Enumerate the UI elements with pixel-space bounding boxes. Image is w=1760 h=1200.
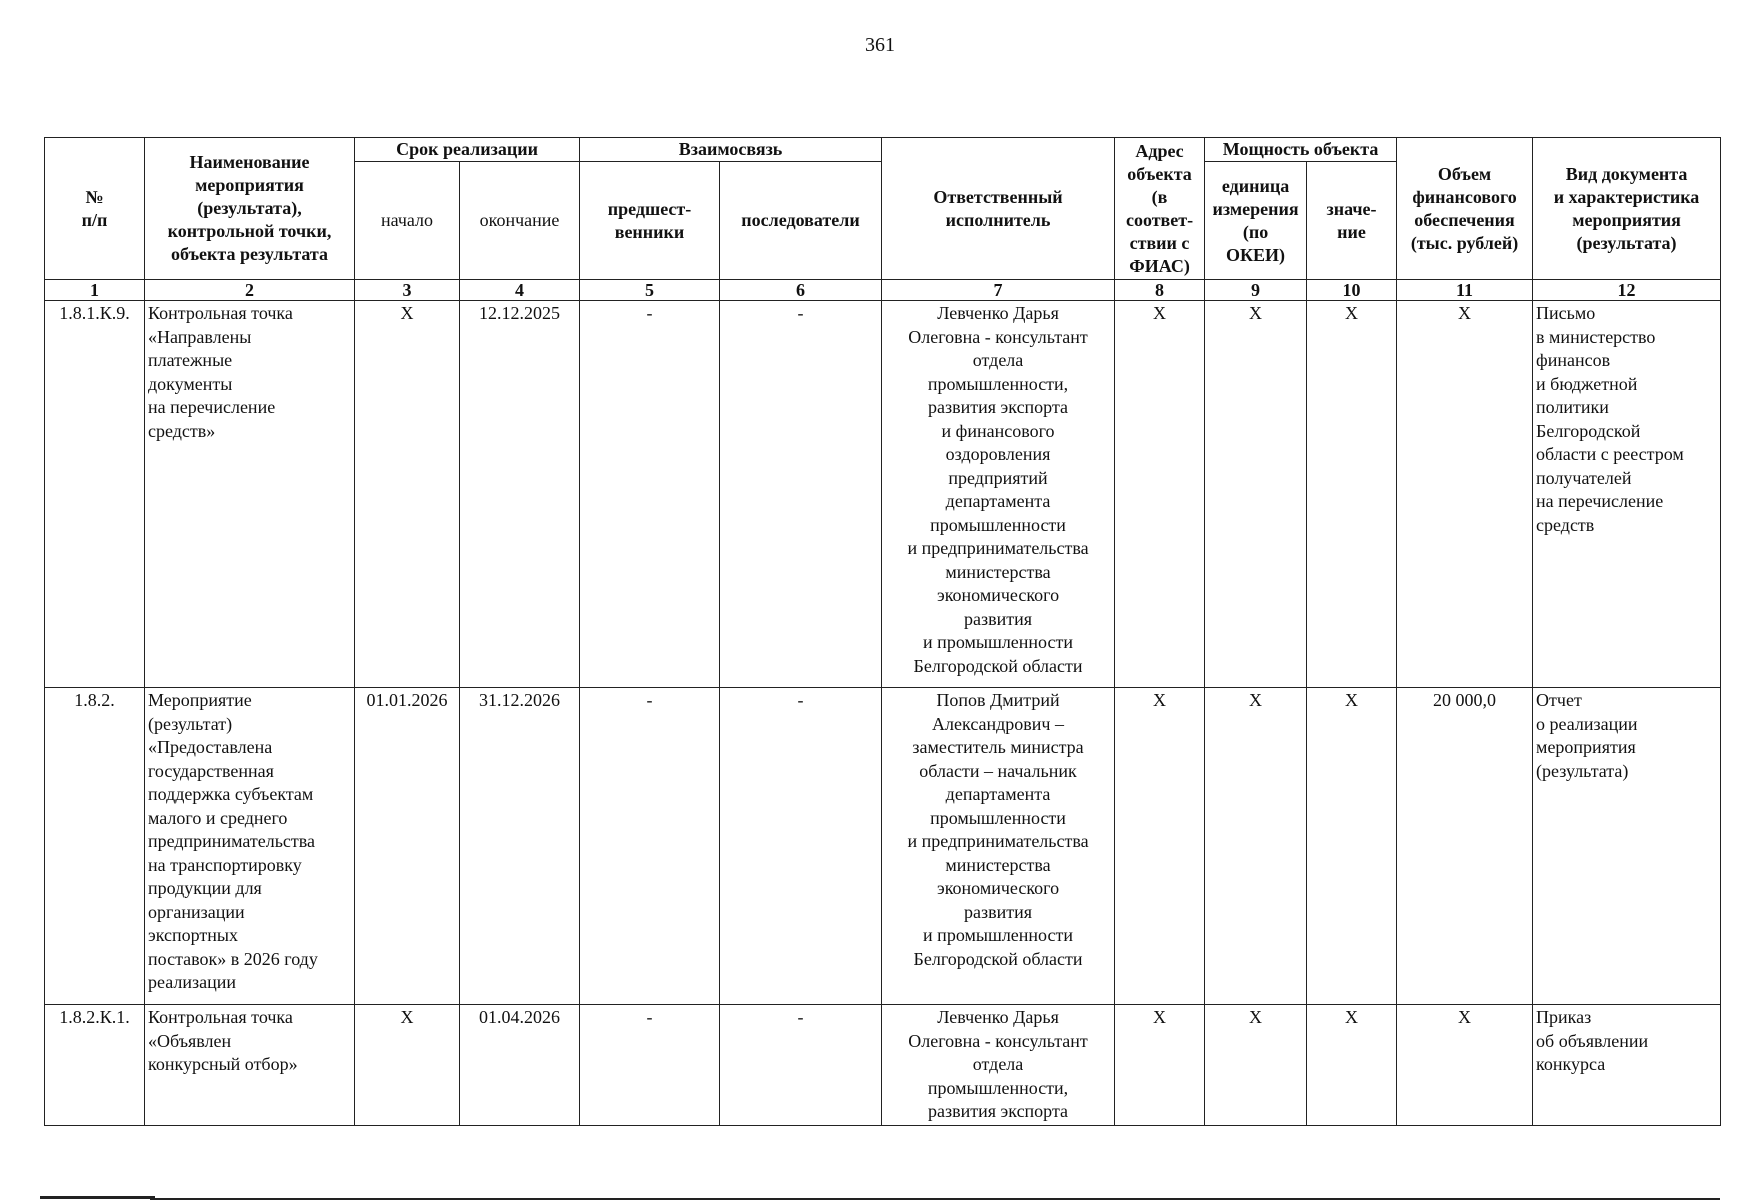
table-row — [45, 1005, 1721, 1126]
row-start: X — [355, 301, 460, 688]
row-predecessors: - — [580, 1005, 720, 1126]
row-unit: X — [1205, 301, 1307, 688]
row-funding: X — [1397, 301, 1533, 688]
column-number: 4 — [460, 280, 580, 301]
row-funding: X — [1397, 1005, 1533, 1126]
column-number: 2 — [145, 280, 355, 301]
row-successors: - — [720, 1005, 882, 1126]
page-number: 361 — [865, 34, 895, 56]
row-document: Письмо в министерство финансов и бюджетной политики Белгородской области с реестром получателей на перечисление средств — [1533, 301, 1721, 688]
row-value: X — [1307, 301, 1397, 688]
row-start: 01.01.2026 — [355, 688, 460, 1005]
header-col-predecessors: предшест- венники — [580, 162, 720, 280]
row-value: X — [1307, 688, 1397, 1005]
row-address: X — [1115, 1005, 1205, 1126]
row-address: X — [1115, 301, 1205, 688]
header-col-successors: последователи — [720, 162, 882, 280]
row-number: 1.8.2.К.1. — [45, 1005, 145, 1126]
header-col-unit: единица измерения (по ОКЕИ) — [1205, 162, 1307, 280]
row-document: Отчет о реализации мероприятия (результата) — [1533, 688, 1721, 1005]
header-col-number: № п/п — [45, 138, 145, 280]
row-address: X — [1115, 688, 1205, 1005]
row-name: Контрольная точка «Объявлен конкурсный отбор» — [145, 1005, 355, 1126]
footer-divider-short — [40, 1196, 155, 1199]
header-col-value: значе- ние — [1307, 162, 1397, 280]
row-number: 1.8.1.К.9. — [45, 301, 145, 688]
row-end: 31.12.2026 — [460, 688, 580, 1005]
column-number-row — [45, 280, 1721, 301]
header-row-top — [45, 138, 1721, 162]
row-responsible: Левченко Дарья Олеговна - консультант отдела промышленности, развития экспорта и финансового оздоровления предприятий департамента промышленности и предпринимательства министерства экономического развития и промышленности Белгородской области — [882, 301, 1115, 688]
column-number: 8 — [1115, 280, 1205, 301]
header-col-responsible: Ответственный исполнитель — [882, 138, 1115, 280]
column-number: 5 — [580, 280, 720, 301]
header-group-term: Срок реализации — [355, 138, 580, 162]
column-number: 11 — [1397, 280, 1533, 301]
row-number: 1.8.2. — [45, 688, 145, 1005]
column-number: 12 — [1533, 280, 1721, 301]
header-col-document: Вид документа и характеристика мероприятия (результата) — [1533, 138, 1721, 280]
row-name: Мероприятие (результат) «Предоставлена государственная поддержка субъектам малого и среднего предпринимательства на транспортировку продукции для организации экспортных поставок» в 2026 году реализации — [145, 688, 355, 1005]
row-unit: X — [1205, 688, 1307, 1005]
header-col-start: начало — [355, 162, 460, 280]
column-number: 6 — [720, 280, 882, 301]
column-number: 10 — [1307, 280, 1397, 301]
column-number: 9 — [1205, 280, 1307, 301]
column-number: 7 — [882, 280, 1115, 301]
row-unit: X — [1205, 1005, 1307, 1126]
header-col-name: Наименование мероприятия (результата), контрольной точки, объекта результата — [145, 138, 355, 280]
row-document: Приказ об объявлении конкурса — [1533, 1005, 1721, 1126]
row-end: 12.12.2025 — [460, 301, 580, 688]
plan-table — [44, 137, 1721, 1126]
column-number: 1 — [45, 280, 145, 301]
row-responsible: Попов Дмитрий Александрович – заместитель министра области – начальник департамента промышленности и предпринимательства министерства экономического развития и промышленности Белгородской области — [882, 688, 1115, 1005]
header-group-capacity: Мощность объекта — [1205, 138, 1397, 162]
header-col-end: окончание — [460, 162, 580, 280]
row-value: X — [1307, 1005, 1397, 1126]
row-predecessors: - — [580, 301, 720, 688]
row-predecessors: - — [580, 688, 720, 1005]
row-name: Контрольная точка «Направлены платежные документы на перечисление средств» — [145, 301, 355, 688]
row-funding: 20 000,0 — [1397, 688, 1533, 1005]
row-successors: - — [720, 688, 882, 1005]
header-col-funding: Объем финансового обеспечения (тыс. рублей) — [1397, 138, 1533, 280]
row-responsible: Левченко Дарья Олеговна - консультант отдела промышленности, развития экспорта — [882, 1005, 1115, 1126]
table-row — [45, 301, 1721, 688]
header-col-address: Адрес объекта (в соответ- ствии с ФИАС) — [1115, 138, 1205, 280]
column-number: 3 — [355, 280, 460, 301]
header-group-link: Взаимосвязь — [580, 138, 882, 162]
row-start: X — [355, 1005, 460, 1126]
table-row — [45, 688, 1721, 1005]
row-end: 01.04.2026 — [460, 1005, 580, 1126]
row-successors: - — [720, 301, 882, 688]
